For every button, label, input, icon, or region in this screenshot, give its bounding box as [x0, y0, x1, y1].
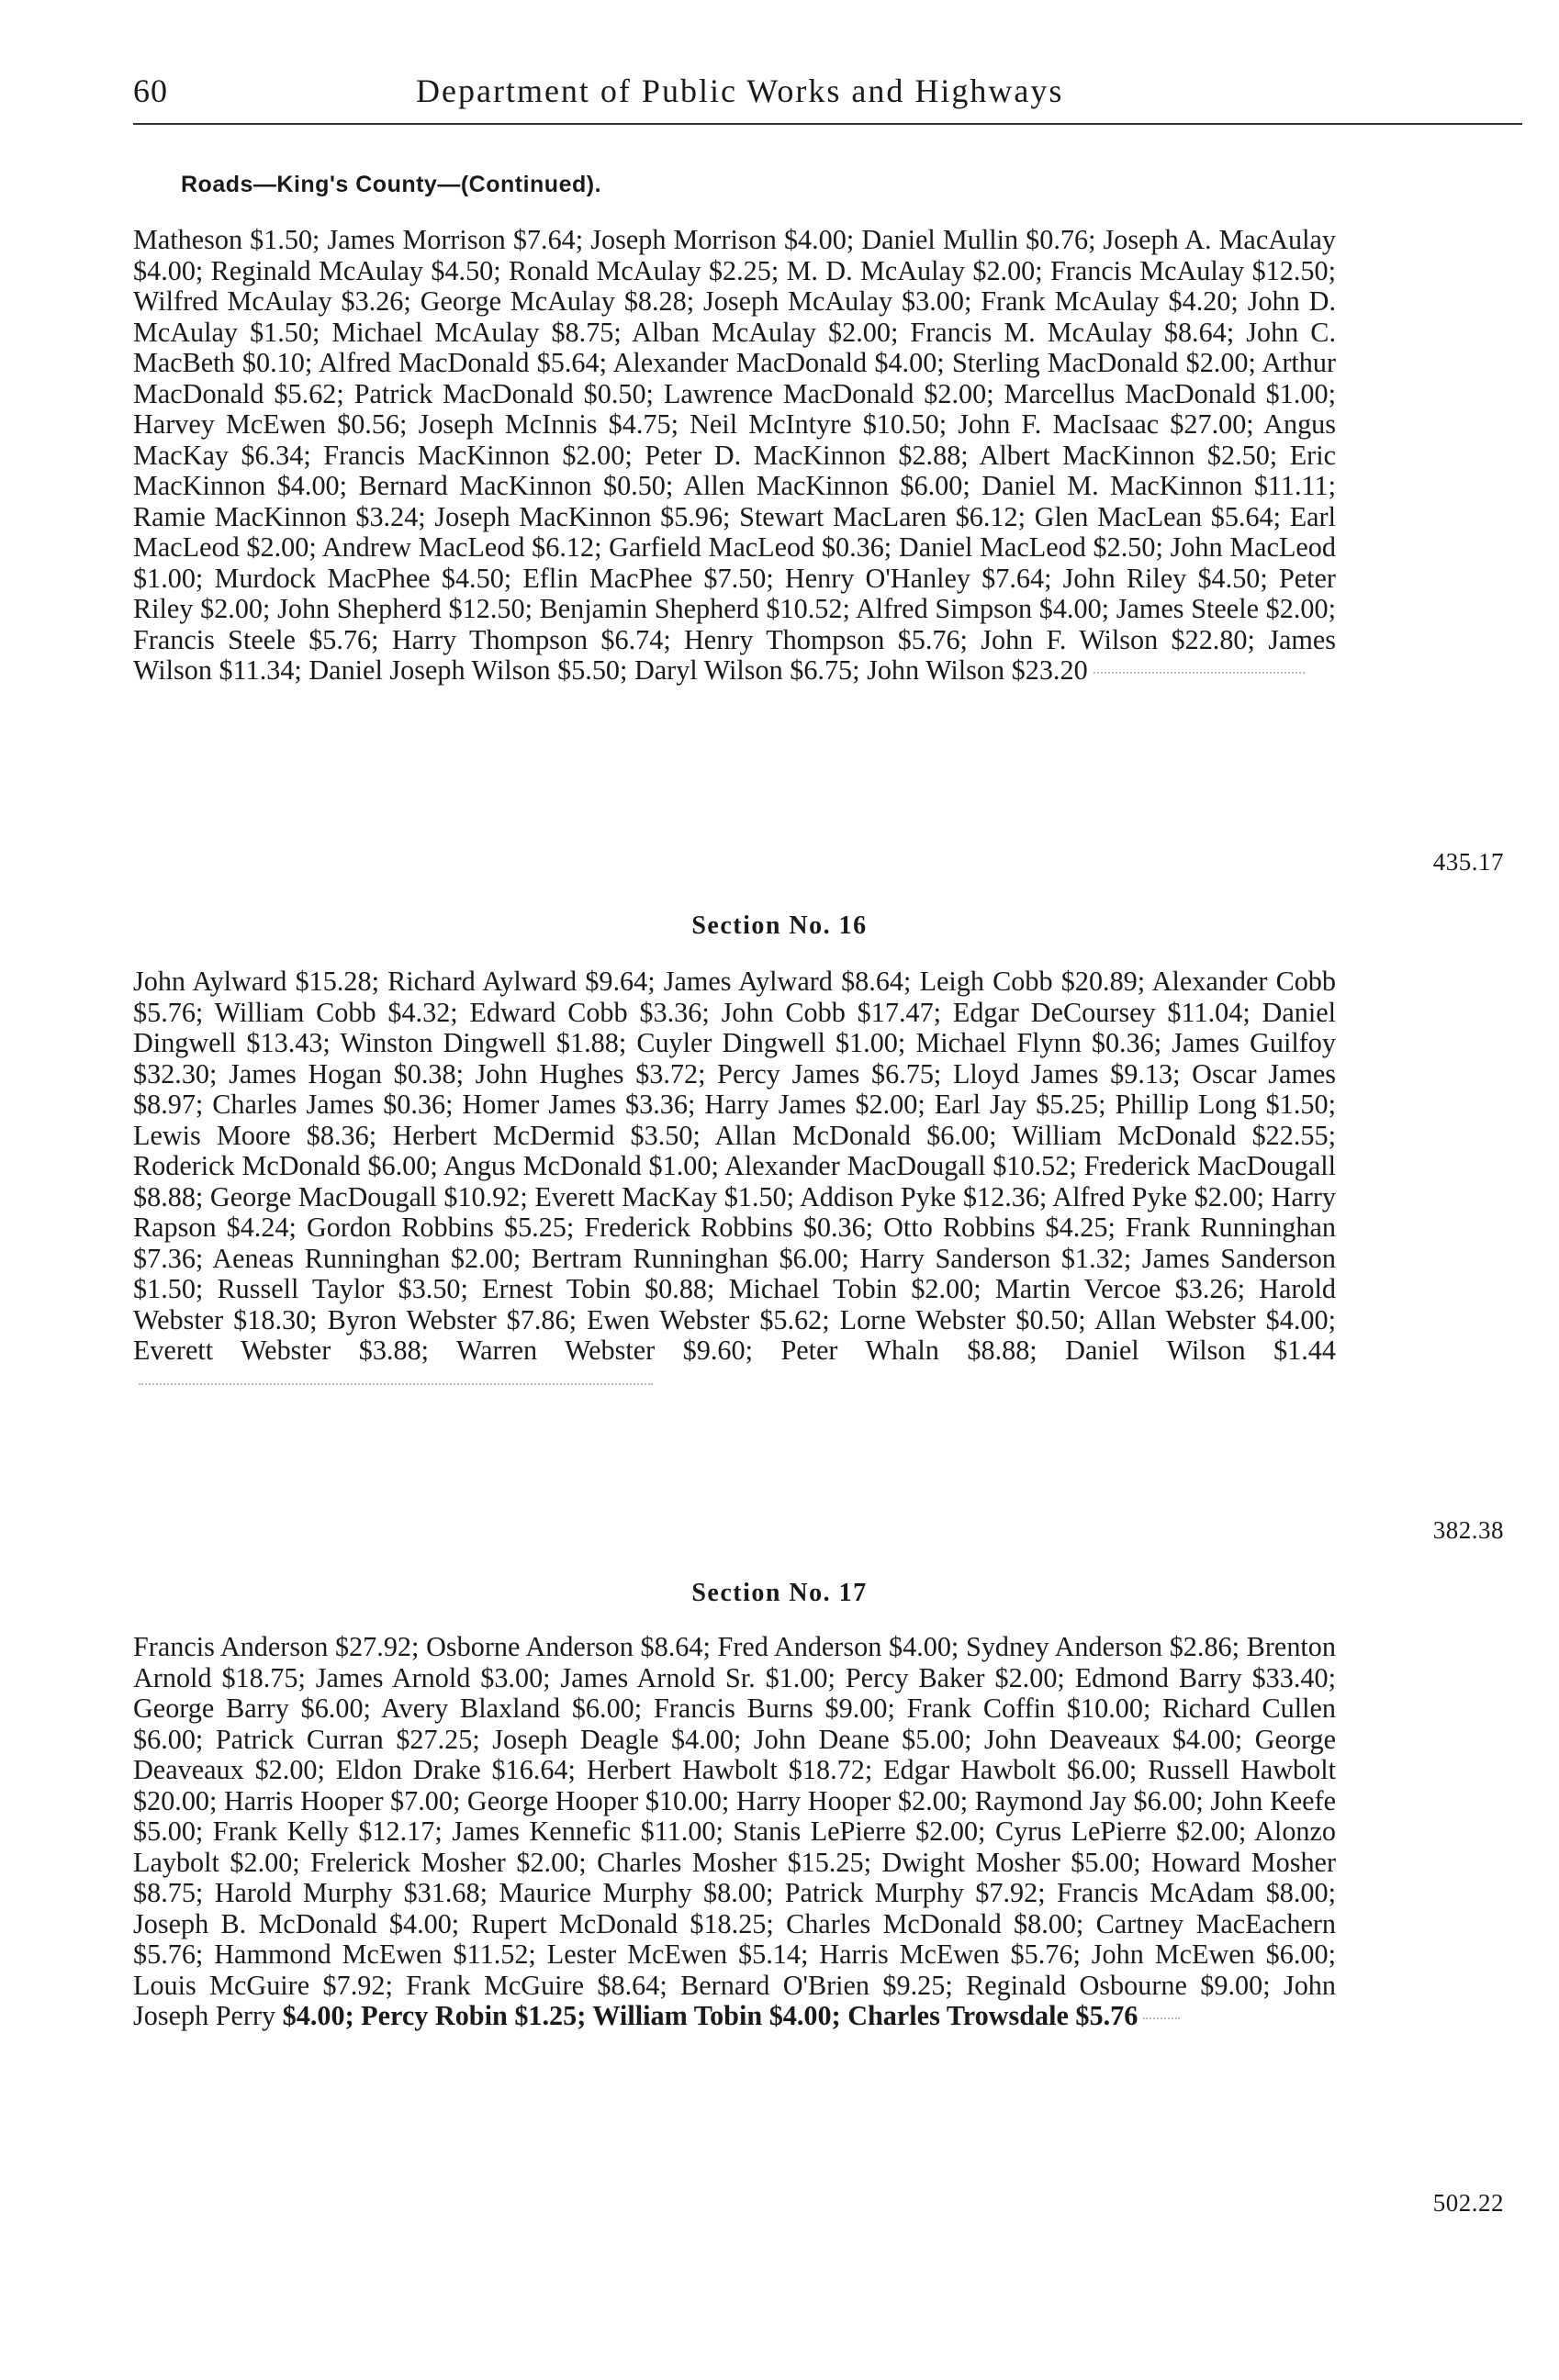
section-17-entries [133, 1632, 1336, 2032]
subhead: Roads—King's County—(Continued). [181, 172, 602, 197]
header-rule [133, 123, 1522, 125]
section-continued-entries [133, 225, 1336, 687]
entry-text: John Aylward $15.28; Richard Aylward $9.64; James Aylward $8.64; Leigh Cobb $20.89; Alexander Cobb $5.76; William Cobb $4.32; Edward Cobb $3.36; John Cobb $17.47; Edgar DeCoursey $11.04; Daniel Dingwell $13.43; Winston Dingwell $1.88; Cuyler Dingwell $1.00; Michael Flynn $0.36; James Guilfoy $32.30; James Hogan $0.38; John Hughes $3.72; Percy James $6.75; Lloyd James $9.13; Oscar James $8.97; Charles James $0.36; Homer James $3.36; Harry James $2.00; Earl Jay $5.25; Phillip Long $1.50; Lewis Moore $8.36; Herbert McDermid $3.50; Allan McDonald $6.00; William McDonald $22.55; Roderick McDonald $6.00; Angus McDonald $1.00; Alexander MacDougall $10.52; Frederick MacDougall $8.88; George MacDougall $10.92; Everett MacKay $1.50; Addison Pyke $12.36; Alfred Pyke $2.00; Harry Rapson $4.24; Gordon Robbins $5.25; Frederick Robbins $0.36; Otto Robbins $4.25; Frank Runninghan $7.36; Aeneas Runninghan $2.00; Bertram Runninghan $6.00; Harry Sanderson $1.32; James Sanderson $1.50; Russell Taylor $3.50; Ernest Tobin $0.88; Michael Tobin $2.00; Martin Vercoe $3.26; Harold Webster $18.30; Byron Webster $7.86; Ewen Webster $5.62; Lorne Webster $0.50; Allan Webster $4.00; Everett Webster $3.88; Warren Webster $9.60; Peter Whaln $8.88; Daniel Wilson $1.44 [133, 966, 1336, 1366]
section-heading: Section No. 17 [691, 1579, 868, 1607]
entry-text: Matheson $1.50; James Morrison $7.64; Joseph Morrison $4.00; Daniel Mullin $0.76; Joseph A. MacAulay $4.00; Reginald McAulay $4.50; Ronald McAulay $2.25; M. D. McAulay $2.00; Francis McAulay $12.50; Wilfred McAulay $3.26; George McAulay $8.28; Joseph McAulay $3.00; Frank McAulay $4.20; John D. McAulay $1.50; Michael McAulay $8.75; Alban McAulay $2.00; Francis M. McAulay $8.64; John C. MacBeth $0.10; Alfred MacDonald $5.64; Alexander MacDonald $4.00; Sterling MacDonald $2.00; Arthur MacDonald $5.62; Patrick MacDonald $0.50; Lawrence MacDonald $2.00; Marcellus MacDonald $1.00; Harvey McEwen $0.56; Joseph McInnis $4.75; Neil McIntyre $10.50; John F. MacIsaac $27.00; Angus MacKay $6.34; Francis MacKinnon $2.00; Peter D. MacKinnon $2.88; Albert MacKinnon $2.50; Eric MacKinnon $4.00; Bernard MacKinnon $0.50; Allen MacKinnon $6.00; Daniel M. MacKinnon $11.11; Ramie MacKinnon $3.24; Joseph MacKinnon $5.96; Stewart MacLaren $6.12; Glen MacLean $5.64; Earl MacLeod $2.00; Andrew MacLeod $6.12; Garfield MacLeod $0.36; Daniel MacLeod $2.50; John MacLeod $1.00; Murdock MacPhee $4.50; Eflin MacPhee $7.50; Henry O'Hanley $7.64; John Riley $4.50; Peter Riley $2.00; John Shepherd $12.50; Benjamin Shepherd $10.52; Alfred Simpson $4.00; James Steele $2.00; Francis Steele $5.76; Harry Thompson $6.74; Henry Thompson $5.76; John F. Wilson $22.80; James Wilson $11.34; Daniel Joseph Wilson $5.50; Daryl Wilson $6.75; John Wilson $23.20 [133, 224, 1336, 686]
page-number: 60 [133, 73, 168, 109]
section-total: 502.22 [1432, 2189, 1504, 2217]
section-16-entries [133, 967, 1336, 1397]
section-total: 435.17 [1432, 848, 1504, 876]
page-header [133, 72, 1504, 127]
section-heading: Section No. 16 [691, 911, 868, 940]
leader-dots [1143, 2017, 1180, 2019]
leader-dots [139, 1383, 653, 1385]
entry-text: Francis Anderson $27.92; Osborne Anderson $8.64; Fred Anderson $4.00; Sydney Anderson $2.86; Brenton Arnold $18.75; James Arnold $3.00; James Arnold Sr. $1.00; Percy Baker $2.00; Edmond Barry $33.40; George Barry $6.00; Avery Blaxland $6.00; Francis Burns $9.00; Frank Coffin $10.00; Richard Cullen $6.00; Patrick Curran $27.25; Joseph Deagle $4.00; John Deane $5.00; John Deaveaux $4.00; George Deaveaux $2.00; Eldon Drake $16.64; Herbert Hawbolt $18.72; Edgar Hawbolt $6.00; Russell Hawbolt $20.00; Harris Hooper $7.00; George Hooper $10.00; Harry Hooper $2.00; Raymond Jay $6.00; John Keefe $5.00; Frank Kelly $12.17; James Kennefic $11.00; Stanis LePierre $2.00; Cyrus LePierre $2.00; Alonzo Laybolt $2.00; Frelerick Mosher $2.00; Charles Mosher $15.25; Dwight Mosher $5.00; Howard Mosher $8.75; Harold Murphy $31.68; Maurice Murphy $8.00; Patrick Murphy $7.92; Francis McAdam $8.00; Joseph B. McDonald $4.00; Rupert McDonald $18.25; Charles McDonald $8.00; Cartney MacEachern $5.76; Hammond McEwen $11.52; Lester McEwen $5.14; Harris McEwen $5.76; John McEwen $6.00; Louis McGuire $7.92; Frank McGuire $8.64; Bernard O'Brien $9.25; Reginald Osbourne $9.00; John Joseph Perry [133, 1631, 1336, 2031]
leader-dots [1094, 672, 1305, 674]
section-total: 382.38 [1432, 1516, 1504, 1544]
entry-text-bold: $4.00; Percy Robin $1.25; William Tobin $4.00; Charles Trowsdale $5.76 [282, 2000, 1138, 2031]
running-title: Department of Public Works and Highways [416, 73, 1064, 109]
